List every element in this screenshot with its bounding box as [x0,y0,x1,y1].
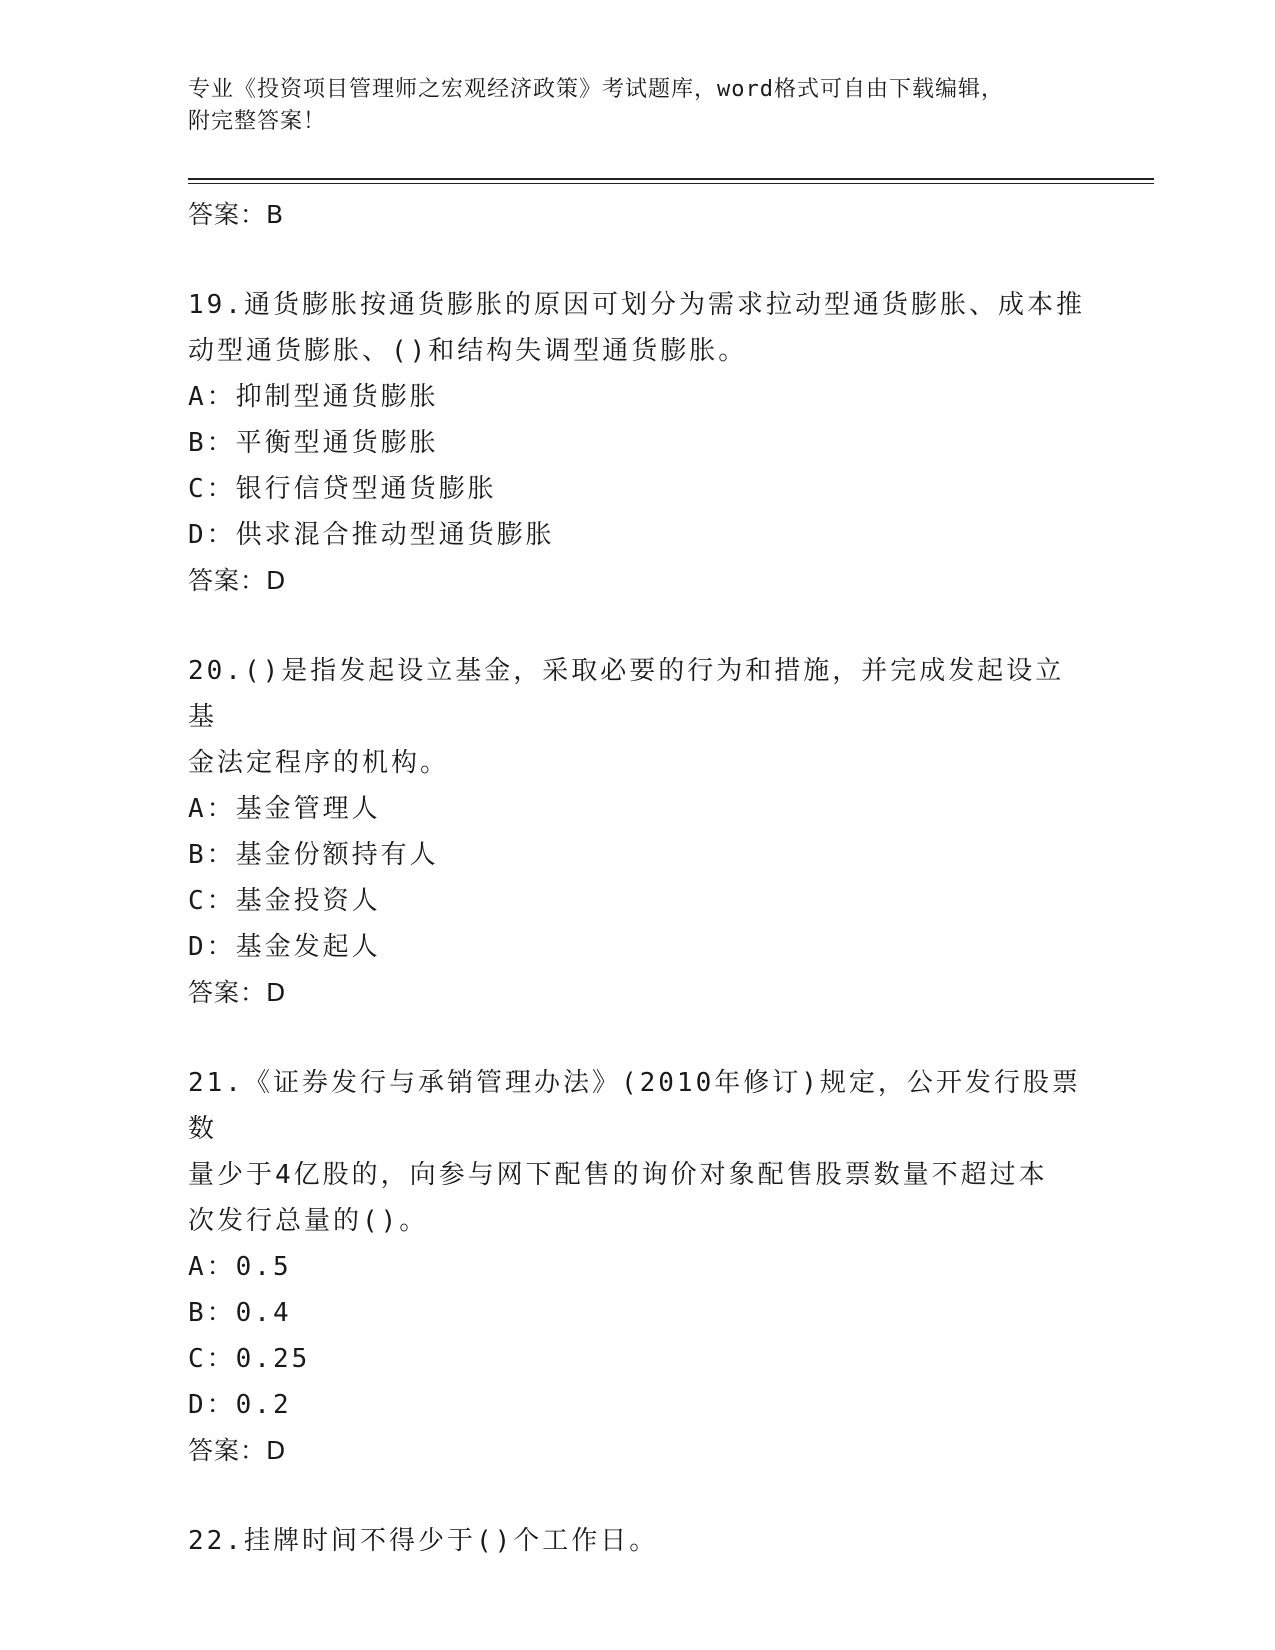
question-20-option-d: D：基金发起人 [188,932,381,962]
question-20-option-c: C：基金投资人 [188,886,381,916]
question-19-option-d: D：供求混合推动型通货膨胀 [188,520,555,550]
question-20-line-1: 20.()是指发起设立基金，采取必要的行为和措施，并完成发起设立基 [188,656,1065,732]
question-19 [188,282,1088,604]
question-20 [188,648,1088,1016]
question-20-line-2: 金法定程序的机构。 [188,748,450,778]
question-19-option-a: A：抑制型通货膨胀 [188,382,439,412]
question-22-line-1: 22.挂牌时间不得少于()个工作日。 [188,1526,659,1556]
spacer [188,238,1088,282]
header-line-2: 附完整答案！ [188,109,327,134]
question-19-line-1: 19.通货膨胀按通货膨胀的原因可划分为需求拉动型通货膨胀、成本推 [188,290,1085,320]
question-21-option-c: C：0.25 [188,1344,311,1374]
question-list [188,192,1088,1564]
header-divider-thick [188,178,1154,180]
document-header [188,74,1068,138]
header-divider-thin [188,183,1154,184]
question-22 [188,1518,1088,1564]
question-21-option-d: D：0.2 [188,1390,292,1420]
question-19-line-2: 动型通货膨胀、()和结构失调型通货膨胀。 [188,336,748,366]
question-21-line-3: 次发行总量的()。 [188,1206,429,1236]
question-21-line-1: 21.《证券发行与承销管理办法》(2010年修订)规定，公开发行股票数 [188,1068,1081,1144]
question-21-answer: 答案：D [188,1436,287,1465]
answer-prev: 答案：B [188,200,285,229]
question-21-option-b: B：0.4 [188,1298,292,1328]
question-19-option-c: C：银行信贷型通货膨胀 [188,474,497,504]
question-21-line-2: 量少于4亿股的，向参与网下配售的询价对象配售股票数量不超过本 [188,1160,1048,1190]
question-21 [188,1060,1088,1474]
question-20-option-a: A：基金管理人 [188,794,381,824]
question-19-answer: 答案：D [188,566,287,595]
spacer [188,1474,1088,1518]
question-19-option-b: B：平衡型通货膨胀 [188,428,439,458]
header-line-1: 专业《投资项目管理师之宏观经济政策》考试题库，word格式可自由下载编辑， [188,77,1004,102]
question-21-option-a: A：0.5 [188,1252,292,1282]
spacer [188,1016,1088,1060]
question-20-answer: 答案：D [188,978,287,1007]
spacer [188,604,1088,648]
question-20-option-b: B：基金份额持有人 [188,840,439,870]
